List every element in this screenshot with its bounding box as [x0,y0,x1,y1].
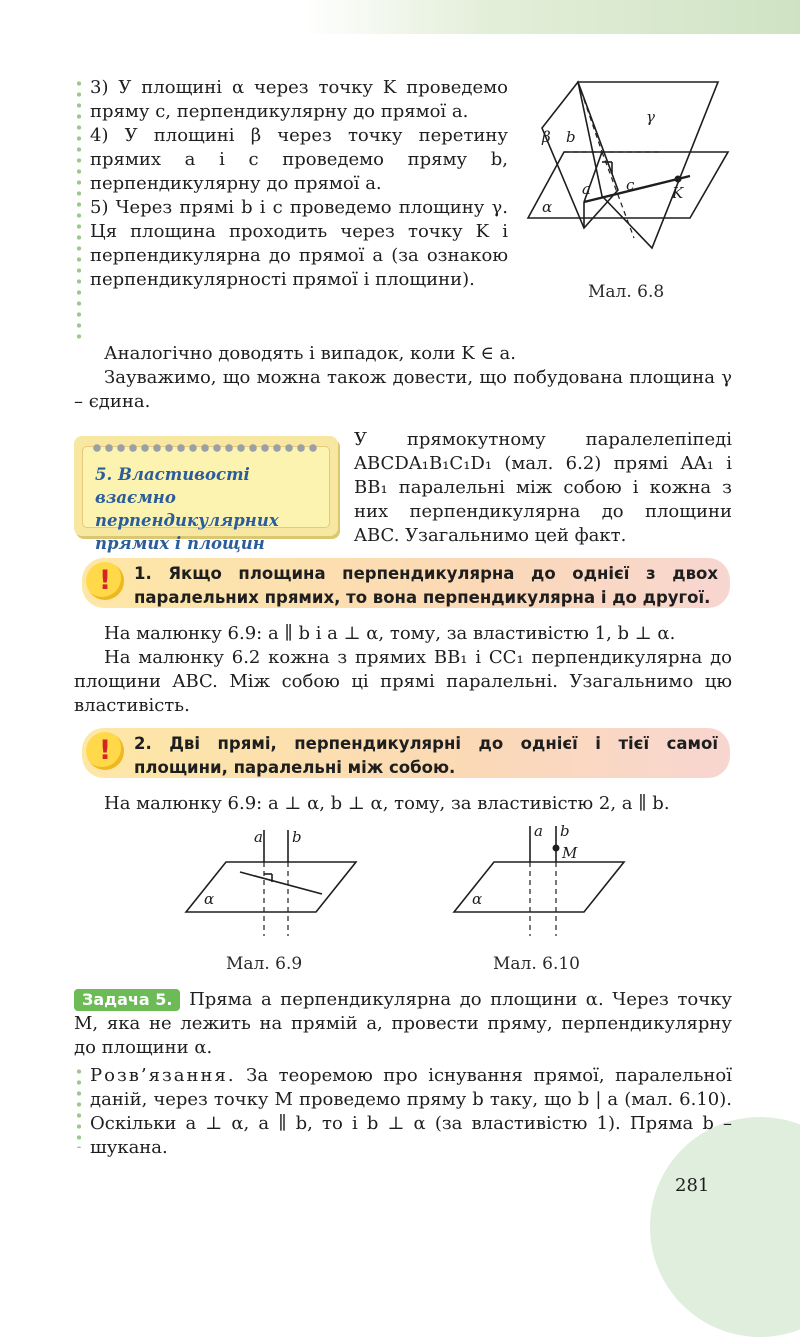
label-b: b [292,828,302,846]
intro-paragraph [354,428,732,548]
point-M [553,845,560,852]
margin-dots [76,1066,82,1148]
label-a: a [534,822,543,840]
after-property-1 [74,622,732,718]
solution [90,1064,732,1160]
property-1-text: 1. Якщо площина перпендикулярна до однієї з двох паралельних прямих, то вона перпендикулярна і до другої. [134,564,718,607]
proof-steps [90,76,508,292]
plane-beta [542,82,618,228]
label-b: b [566,128,576,146]
label-beta: β [542,128,551,146]
caption-6-10: Мал. 6.10 [493,954,581,974]
top-decor-band [0,0,800,34]
label-M: M [562,844,578,862]
step-4: 4) У площині β через точку перетину прямих a і c проведемо пряму b, перпендикулярну до прямої a. [90,125,508,194]
property-2-text: 2. Дві прямі, перпендикулярні до однієї і тієї самої площини, паралельні між собою. [134,734,718,777]
label-alpha: α [204,890,215,908]
label-a: a [582,180,591,198]
point-K [675,176,682,183]
heading-inner [82,446,330,553]
figure-6-10 [452,822,628,944]
margin-dots [76,78,82,340]
figure-6-9 [184,822,360,944]
after1a-text: На малюнку 6.9: a ∥ b і a ⊥ α, тому, за властивістю 1, b ⊥ α. [104,623,676,644]
section-heading-card [74,436,338,553]
analog-text: Аналогічно доводять і випадок, коли K ∈ a. [104,343,516,364]
label-alpha: α [472,890,483,908]
remarks [74,342,732,414]
solution-text: За теоремою про існування прямої, паралельної даній, через точку M проведемо пряму b таку, що b | a (мал. 6.10). Оскільки a ⊥ α, a ∥ b, то і b ⊥ α (за властивістю 1). Пряма b – шукана. [90,1065,732,1158]
label-a: a [254,828,263,846]
label-gamma: γ [646,108,655,126]
caption-6-9: Мал. 6.9 [226,954,303,974]
label-alpha: α [542,198,553,216]
exclamation-icon: ! [86,732,124,770]
after-property-2 [104,792,732,816]
exclamation-icon: ! [86,562,124,600]
notebook-spiral [91,441,321,455]
property-2 [82,728,730,778]
label-b: b [560,822,570,840]
after2-text: На малюнку 6.9: a ⊥ α, b ⊥ α, тому, за властивістю 2, a ∥ b. [104,793,670,814]
property-1 [82,558,730,608]
after1b-text: На малюнку 6.2 кожна з прямих BB₁ і CC₁ перпендикулярна до площини ABC. Між собою ці прямі паралельні. Узагальнимо цю властивість. [74,647,732,716]
intro-text: У прямокутному паралелепіпеді ABCDA₁B₁C₁D₁ (мал. 6.2) прямі AA₁ і BB₁ паралельні між собою і кожна з них перпендикулярна до площини ABC. Узагальнимо цей факт. [354,429,732,546]
task-5 [74,988,732,1060]
caption-6-8: Мал. 6.8 [588,282,665,302]
step-3: 3) У площині α через точку K проведемо пряму c, перпендикулярну до прямої a. [90,77,508,122]
solution-label: Розв’язання. [90,1065,236,1086]
page-number: 281 [675,1175,710,1196]
label-c: c [626,176,635,194]
task-label: Задача 5. [74,989,180,1011]
section-heading: 5. Властивості взаємно перпендикулярних прямих і площин [95,465,279,553]
remark-text: Зауважимо, що можна також довести, що побудована площина γ – єдина. [74,367,732,412]
label-K: K [672,184,684,202]
figure-6-8 [522,78,732,268]
plane-gamma [578,82,718,248]
task-text: Пряма a перпендикулярна до площини α. Через точку M, яка не лежить на прямій a, провести пряму, перпендикулярну до площини α. [74,989,732,1058]
step-5: 5) Через прямі b і c проведемо площину γ. Ця площина проходить через точку K і перпендикулярна до прямої a (за ознакою перпендикулярності прямої і площини). [90,197,508,290]
